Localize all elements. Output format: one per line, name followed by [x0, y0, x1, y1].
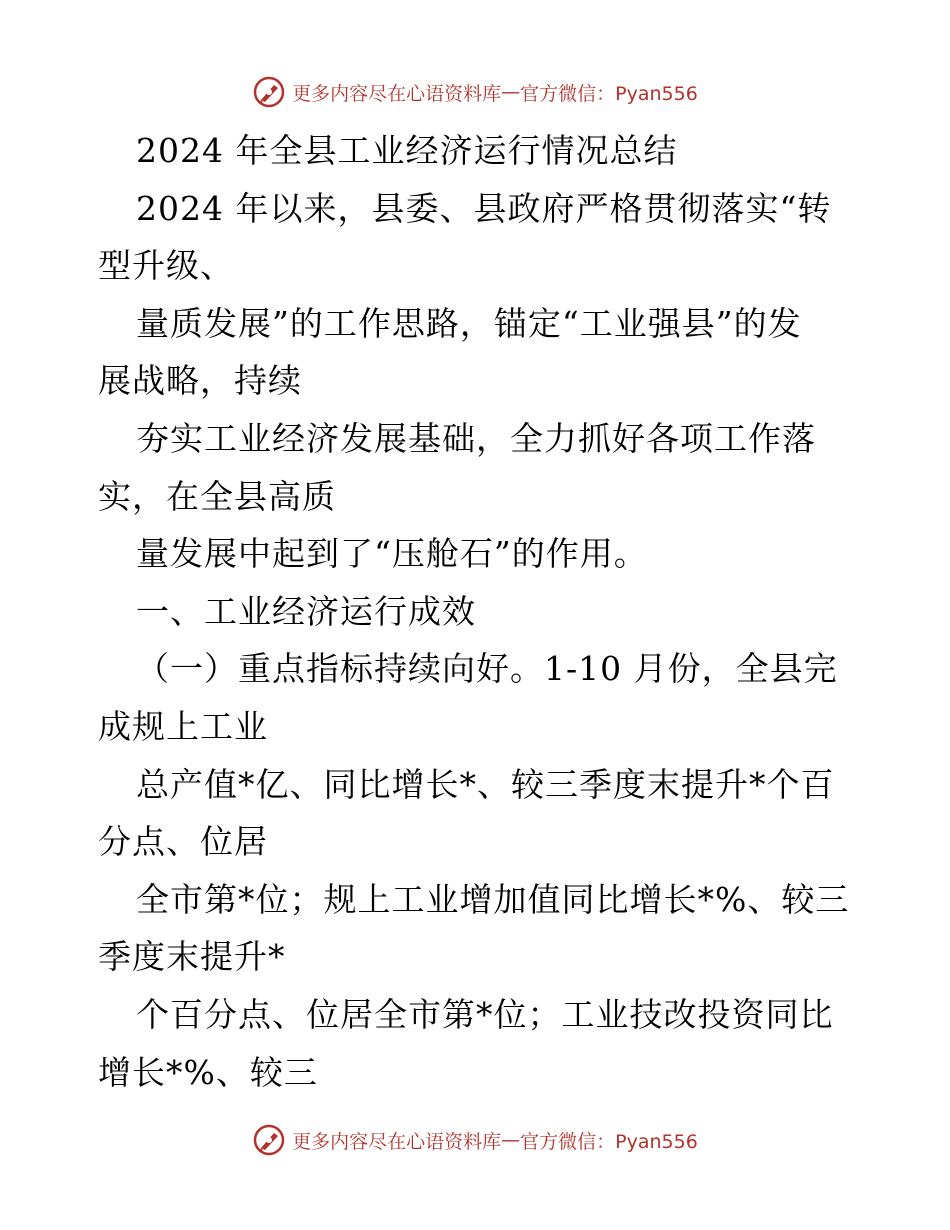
paragraph-line: 增长*%、较三: [98, 1052, 318, 1092]
paragraph-line: 成规上工业: [98, 706, 268, 746]
paragraph-line: 夯实工业经济发展基础，全力抓好各项工作落: [136, 418, 816, 458]
paragraph-line: （一）重点指标持续向好。1-10 月份，全县完: [136, 649, 838, 689]
document-title: 2024 年全县工业经济运行情况总结: [136, 131, 678, 170]
pen-logo-icon: [252, 1123, 286, 1157]
watermark-contact: 官方微信：Pyan556: [520, 1130, 698, 1153]
paragraph-line: 量质发展”的工作思路，锚定“工业强县”的发: [136, 303, 802, 343]
paragraph-line: 实，在全县高质: [98, 476, 336, 516]
watermark-contact: 官方微信：Pyan556: [520, 82, 698, 105]
watermark-banner-top: [0, 72, 950, 112]
paragraph-line: 全市第*位；规上工业增加值同比增长*%、较三: [136, 879, 850, 919]
paragraph-line: 2024 年以来，县委、县政府严格贯彻落实“转: [136, 188, 832, 228]
paragraph-line: 展战略，持续: [98, 361, 302, 401]
watermark-text: 更多内容尽在心语资料库: [292, 1130, 502, 1153]
paragraph-line: 季度末提升*: [98, 937, 286, 977]
pen-logo-icon: [252, 75, 286, 109]
watermark-separator: —: [501, 1129, 521, 1151]
section-heading: 一、工业经济运行成效: [136, 591, 476, 631]
watermark-separator: —: [501, 81, 521, 103]
paragraph-line: 量发展中起到了“压舱石”的作用。: [136, 534, 648, 574]
paragraph-line: 个百分点、位居全市第*位；工业技改投资同比: [136, 994, 834, 1034]
document-body: [98, 122, 858, 1101]
paragraph-line: 分点、位居: [98, 822, 268, 862]
paragraph-line: 型升级、: [98, 246, 234, 286]
paragraph-line: 总产值*亿、同比增长*、较三季度末提升*个百: [136, 764, 835, 804]
watermark-banner-bottom: [0, 1120, 950, 1160]
watermark-text: 更多内容尽在心语资料库: [292, 82, 502, 105]
